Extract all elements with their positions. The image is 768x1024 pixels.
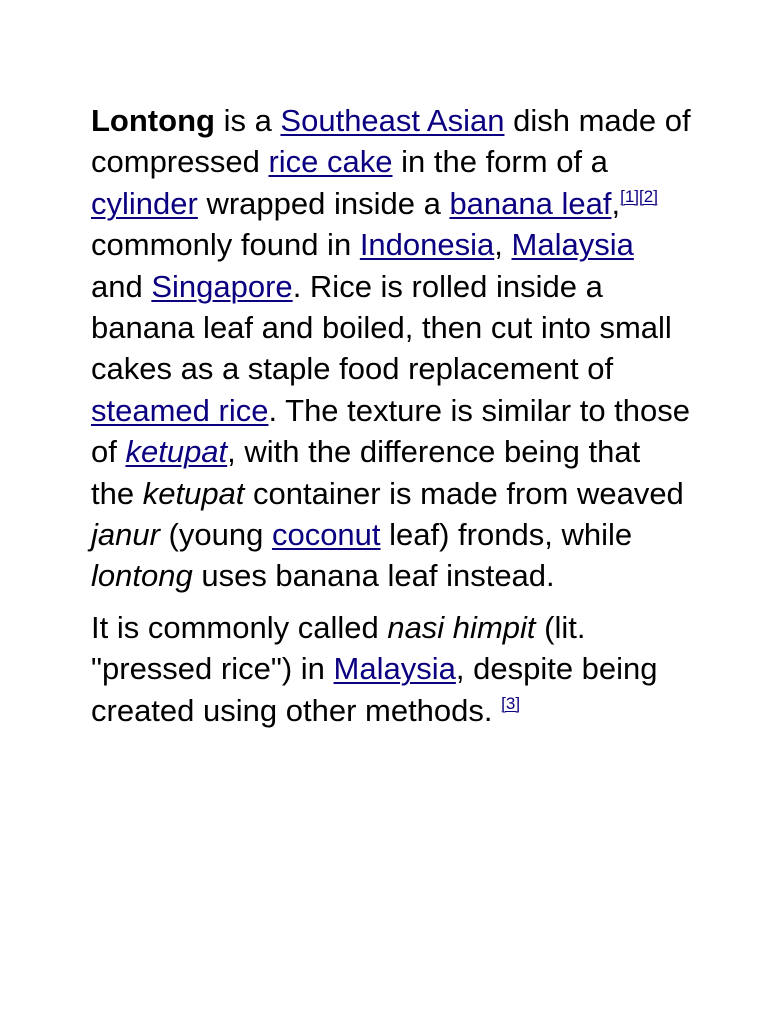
- text-run: , with the difference being that the: [91, 434, 641, 511]
- text-run: It is commonly called: [91, 609, 388, 645]
- text-run: is a: [214, 103, 281, 138]
- text-run: commonly found in: [91, 227, 360, 263]
- citation-1[interactable]: [1]: [620, 186, 640, 206]
- link-southeast-asian[interactable]: Southeast Asian: [280, 103, 505, 138]
- text-run: dish made of compressed: [91, 103, 691, 180]
- citation-group: [620, 187, 658, 206]
- link-ketupat[interactable]: [125, 434, 227, 469]
- link-rice-cake[interactable]: rice cake: [268, 144, 393, 180]
- text-run: ,: [494, 227, 512, 263]
- text-run: . The texture is similar to those of: [91, 392, 691, 470]
- link-malaysia-2[interactable]: Malaysia: [333, 651, 456, 687]
- text-run: uses banana leaf instead.: [192, 558, 555, 594]
- text-run: (young: [159, 517, 272, 553]
- link-steamed-rice[interactable]: steamed rice: [91, 392, 269, 428]
- citation-2[interactable]: [2]: [639, 186, 658, 206]
- link-banana-leaf[interactable]: banana leaf: [449, 185, 612, 221]
- text-run: in the form of a: [392, 144, 608, 180]
- term-nasi-himpit: nasi himpit: [387, 609, 536, 645]
- text-run: ,: [611, 185, 621, 221]
- citation-3[interactable]: [3]: [501, 693, 521, 713]
- paragraph-intro: [91, 100, 691, 597]
- citation-group: [501, 694, 520, 713]
- link-coconut[interactable]: coconut: [271, 517, 381, 553]
- article-body: [91, 100, 691, 731]
- link-indonesia[interactable]: Indonesia: [359, 227, 495, 263]
- text-run: (lit. "pressed rice") in: [91, 609, 586, 687]
- text-run: , despite being created using other methods.: [91, 651, 658, 728]
- text-run: . Rice is rolled inside a banana leaf and boiled, then cut into small cakes as a staple food replacement of: [91, 268, 672, 387]
- term-lontong: lontong: [91, 558, 193, 594]
- text-run: leaf) fronds, while: [380, 517, 633, 553]
- link-malaysia[interactable]: Malaysia: [511, 227, 634, 263]
- text-run: and: [91, 268, 152, 304]
- link-ketupat-text: ketupat: [125, 434, 228, 470]
- link-singapore[interactable]: Singapore: [151, 268, 293, 304]
- term-ketupat: ketupat: [142, 475, 245, 511]
- text-run: wrapped inside a: [197, 185, 450, 221]
- text-run: container is made from weaved: [244, 475, 684, 511]
- paragraph-naming: [91, 607, 691, 731]
- article-subject: Lontong: [91, 103, 215, 138]
- link-cylinder[interactable]: cylinder: [91, 185, 198, 221]
- term-janur: janur: [91, 517, 160, 553]
